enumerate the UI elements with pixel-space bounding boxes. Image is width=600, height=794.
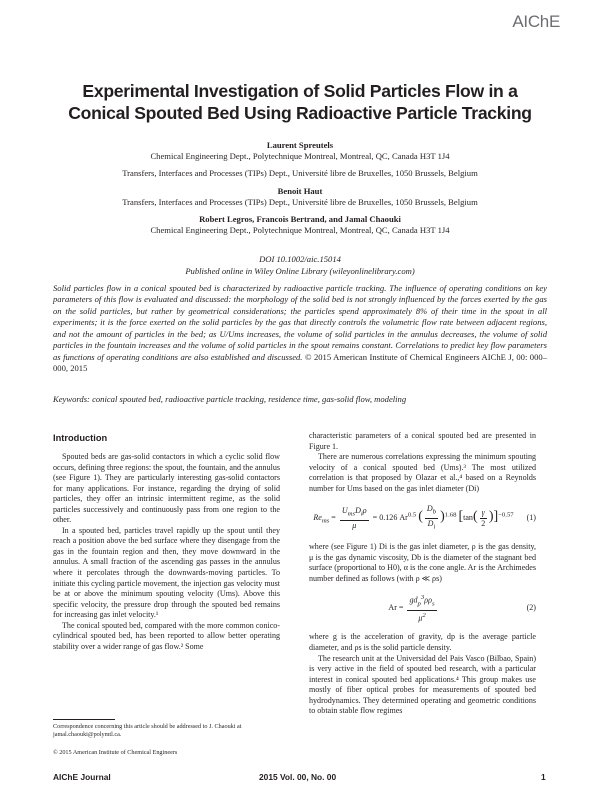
doi-link[interactable]: DOI 10.1002/aic.15014 xyxy=(259,254,341,264)
affiliation: Transfers, Interfaces and Processes (TIPs) Dept., Université libre de Bruxelles, 1050 Brussels, Belgium xyxy=(122,197,478,207)
published-online: Published online in Wiley Online Library (wileyonlinelibrary.com) xyxy=(185,265,415,276)
author-haut xyxy=(60,186,540,208)
footer-issue: 2015 Vol. 00, No. 00 xyxy=(259,772,337,782)
paragraph: In a spouted bed, particles travel rapidly up the spout until they reach a position above the bed surface where they disengage from the gas in the fountain region and then, they move downward in the annulus. A small fraction of the ascending gas passes in the annulus where it percolates through the downwards-moving particles. To initiate this cycling particle movement, the injection gas velocity must be at or above the minimum spouting velocity (Ums). Above this specific velocity, the pressure drop through the spouted bed remains for increasing gas inlet velocity.¹ xyxy=(53,525,280,620)
correspondence-footnote: Correspondence concerning this article should be addressed to J. Chaouki at jamal.chaouki@polymtl.ca. xyxy=(53,723,242,739)
paragraph: There are numerous correlations expressing the minimum spouting velocity of a conical spouted bed (Ums).³ The most utilized correlation is that proposed by Olazar et al.,⁴ based on a Reynolds number for Ums based on the gas inlet diameter (Di) xyxy=(309,452,536,493)
right-column xyxy=(309,431,536,717)
footnote-divider xyxy=(53,719,115,720)
footer-journal-name: AIChE Journal xyxy=(53,772,111,782)
doi-block xyxy=(60,254,540,277)
equation-1 xyxy=(309,501,536,535)
equation-number: (1) xyxy=(526,513,536,523)
page-number: 1 xyxy=(541,772,546,782)
author-name: Benoit Haut xyxy=(277,186,323,196)
article-title: Experimental Investigation of Solid Particles Flow in a Conical Spouted Bed Using Radioactive Particle Tracking xyxy=(68,81,532,123)
equation-1-body: $Re_{ms}$ = $\frac{U_{ms}D_i\rho}{\mu}$ = 0.126 $Ar^{0.5}$ ( $\frac{D_b}{D_i}$ )$^{1.68}$ [tan( $\frac{\gamma}{2}$ )]$^{-0.57}$ xyxy=(313,504,514,531)
copyright-notice: © 2015 American Institute of Chemical Engineers xyxy=(53,749,178,756)
author-legros-bertrand-chaouki xyxy=(60,214,540,236)
journal-brand-logo: AIChE xyxy=(512,12,560,31)
paragraph: where (see Figure 1) Di is the gas inlet diameter, ρ is the gas density, μ is the gas dynamic viscosity, Db is the diameter of the stagnant bed surface (proportional to H0), α is the cone angle. Ar is the Archimedes number defined as follows (with ρ ≪ ρs) xyxy=(309,542,536,583)
equation-2 xyxy=(309,591,536,625)
author-name: Robert Legros, Francois Bertrand, and Jamal Chaouki xyxy=(199,214,401,224)
abstract-copyright: © 2015 American Institute of Chemical Engineers AIChE J, 00: 000–000, 2015 xyxy=(53,351,547,374)
paragraph: characteristic parameters of a conical spouted bed are presented in Figure 1. xyxy=(309,431,536,451)
author-name: Laurent Spreutels xyxy=(266,140,334,150)
author-spreutels xyxy=(60,140,540,162)
affiliation: Chemical Engineering Dept., Polytechnique Montreal, Montreal, QC, Canada H3T 1J4 xyxy=(150,225,450,235)
paragraph: The conical spouted bed, compared with the more common conico-cylindrical spouted bed, has been reported to allow better operating stability over a wider range of gas flow.² Some xyxy=(53,620,280,651)
author-spreutels-affiliation-2 xyxy=(60,168,540,179)
equation-number: (2) xyxy=(526,603,536,613)
paragraph: The research unit at the Universidad del Pais Vasco (Bilbao, Spain) is very active in the field of spouted bed research, with a particular interest in conical spouted bed applications.⁴ This group makes use mostly of fiber optical probes for measurements of spouted bed hydrodynamics. They determined operating and geometric conditions to obtain stable flow regimes xyxy=(309,653,536,716)
paragraph: Spouted beds are gas-solid contactors in which a cyclic solid flow occurs, defining three regions: the spout, the fountain, and the annulus (see Figure 1). They are particularly interesting gas-solid contactors for many applications. For instance, regarding the drying of solid particles, they offer an intrinsic intermittent regime, as the solid particles successively and continuously pass from one region to the other. xyxy=(53,452,280,525)
keywords: Keywords: conical spouted bed, radioactive particle tracking, residence time, gas-solid flow, modeling xyxy=(53,394,407,404)
abstract-text: Solid particles flow in a conical spouted bed is characterized by radioactive particle tracking. The influence of operating conditions on key parameters of this flow is evaluated and discussed: the morphology of the solid bed is not strongly influenced by the forces exerted by the gas on the solid particles, but rather by geometrical considerations; the particles spend approximately 8% of their time in the spout in all experiments; it is the force exerted on the solid particles by the gas that directly controls the volumetric flow rate between adjacent regions, and not the amount of particles in the bed; as U/Ums increases, the volume of solid particles in the annulus decreases, the volume of solid particles in the fountain increases and the volume of solid particles in the spout remains constant. Correlations to predict key flow parameters as functions of operating conditions are also established and discussed. xyxy=(53,283,547,362)
left-column xyxy=(53,430,280,652)
affiliation: Transfers, Interfaces and Processes (TIPs) Dept., Université libre de Bruxelles, 1050 Brussels, Belgium xyxy=(122,168,478,178)
section-heading-introduction: Introduction xyxy=(53,433,108,443)
affiliation: Chemical Engineering Dept., Polytechnique Montreal, Montreal, QC, Canada H3T 1J4 xyxy=(150,151,450,161)
abstract xyxy=(53,283,547,375)
equation-2-body: Ar = $\frac{gd_p^3\rho\rho_s}{\mu^2}$ xyxy=(388,594,435,623)
paragraph: where g is the acceleration of gravity, dp is the average particle diameter, and ρs is the solid particle density. xyxy=(309,632,536,653)
